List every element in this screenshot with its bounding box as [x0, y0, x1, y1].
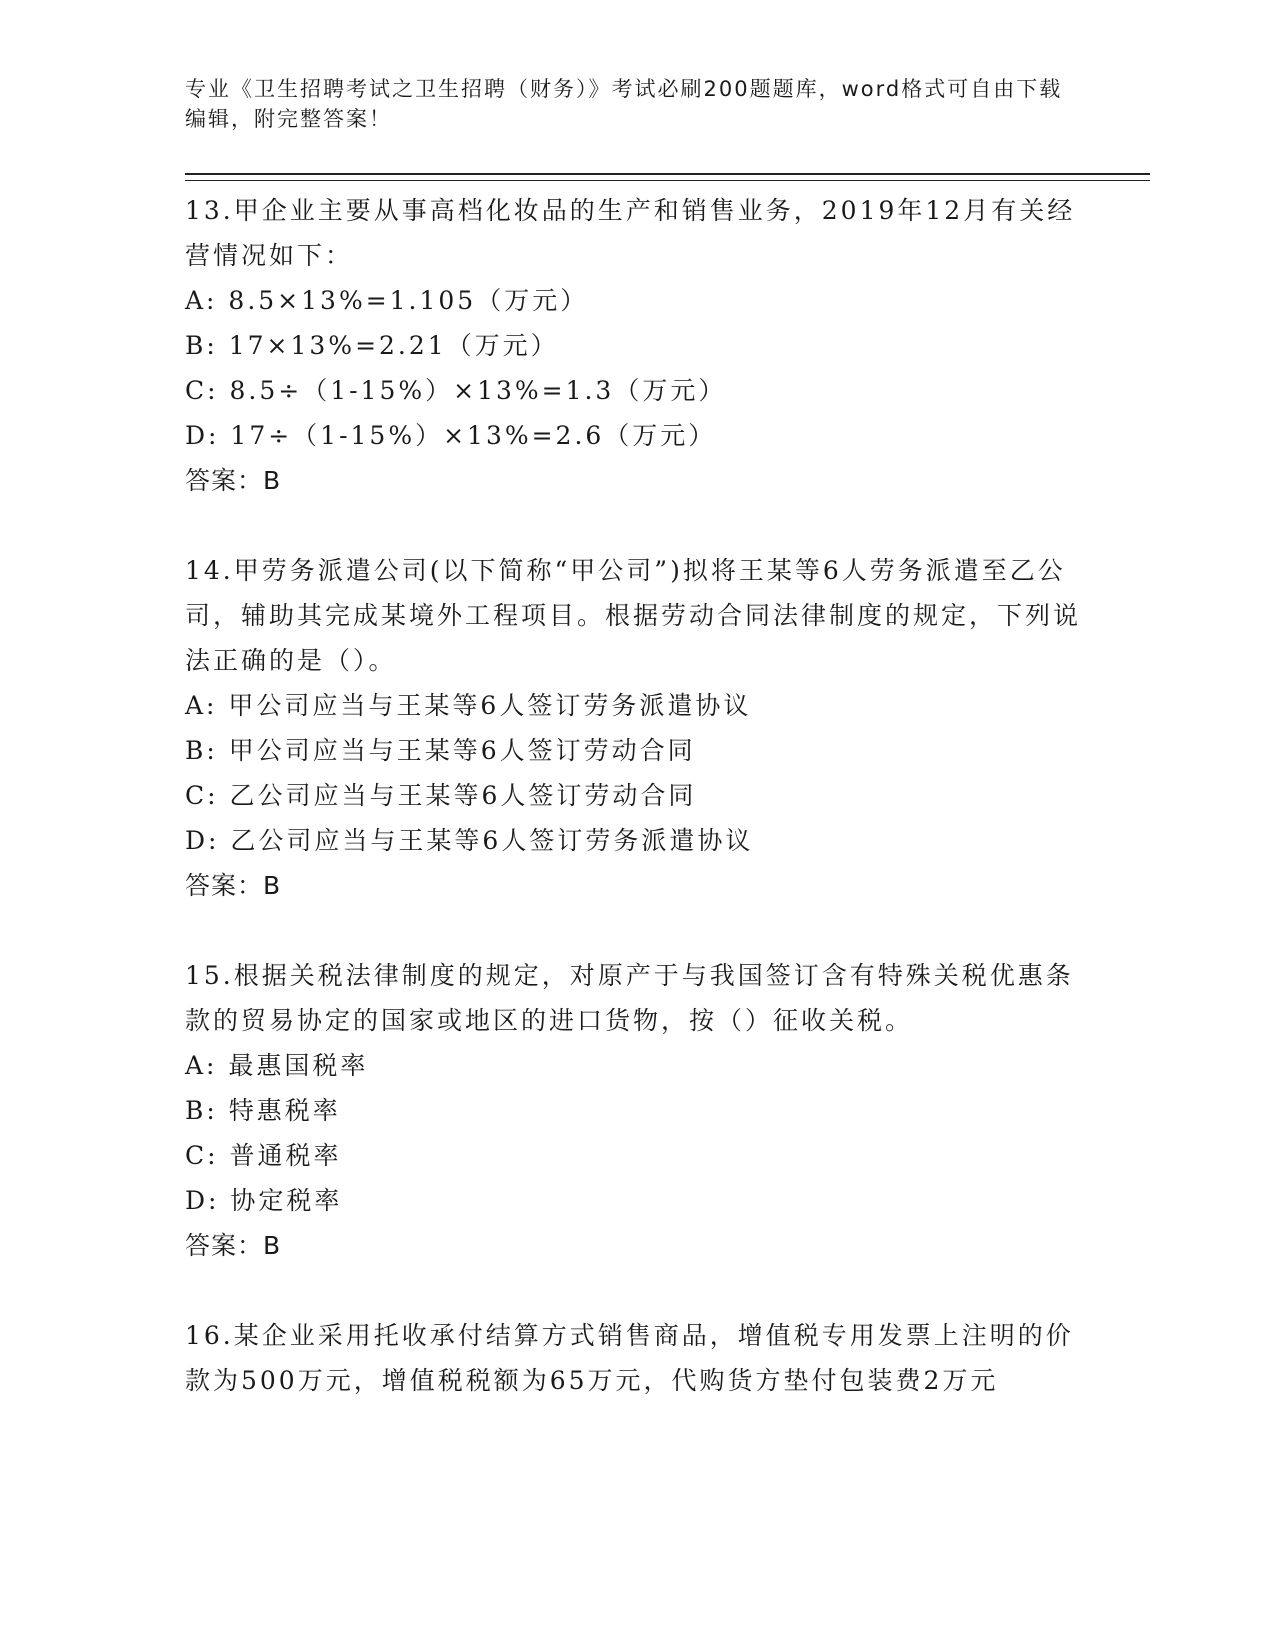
header-rule-thick — [185, 173, 1150, 175]
question-14 — [185, 548, 1085, 908]
header-rule-thin — [185, 180, 1150, 181]
option-a: A: 最惠国税率 — [185, 1051, 369, 1080]
option-c: C: 乙公司应当与王某等6人签订劳动合同 — [185, 781, 697, 810]
answer: 答案：B — [185, 871, 282, 900]
question-text: 13.甲企业主要从事高档化妆品的生产和销售业务，2019年12月有关经营情况如下： — [185, 196, 1076, 270]
option-a: A: 甲公司应当与王某等6人签订劳务派遣协议 — [185, 691, 752, 720]
question-13 — [185, 188, 1085, 503]
option-b: B: 17×13%=2.21（万元） — [185, 331, 559, 360]
question-15 — [185, 953, 1085, 1268]
option-a: A: 8.5×13%=1.105（万元） — [185, 286, 589, 315]
option-d: D: 协定税率 — [185, 1186, 343, 1215]
question-text: 16.某企业采用托收承付结算方式销售商品，增值税专用发票上注明的价款为500万元，增值税税额为65万元，代购货方垫付包装费2万元 — [185, 1321, 1074, 1395]
answer: 答案：B — [185, 466, 282, 495]
question-16 — [185, 1313, 1085, 1403]
option-c: C: 8.5÷（1-15%）×13%=1.3（万元） — [185, 376, 727, 405]
option-b: B: 特惠税率 — [185, 1096, 341, 1125]
option-d: D: 乙公司应当与王某等6人签订劳务派遣协议 — [185, 826, 754, 855]
option-d: D: 17÷（1-15%）×13%=2.6（万元） — [185, 421, 717, 450]
answer: 答案：B — [185, 1231, 282, 1260]
question-text: 15.根据关税法律制度的规定，对原产于与我国签订含有特殊关税优惠条款的贸易协定的国家或地区的进口货物，按（）征收关税。 — [185, 961, 1074, 1035]
option-b: B: 甲公司应当与王某等6人签订劳动合同 — [185, 736, 696, 765]
document-header: 专业《卫生招聘考试之卫生招聘（财务）》考试必刷200题题库，word格式可自由下载编辑，附完整答案！ — [185, 77, 1063, 131]
question-text: 14.甲劳务派遣公司(以下简称“甲公司”)拟将王某等6人劳务派遣至乙公司，辅助其完成某境外工程项目。根据劳动合同法律制度的规定，下列说法正确的是（）。 — [185, 556, 1082, 675]
question-list — [185, 188, 1085, 1448]
option-c: C: 普通税率 — [185, 1141, 342, 1170]
